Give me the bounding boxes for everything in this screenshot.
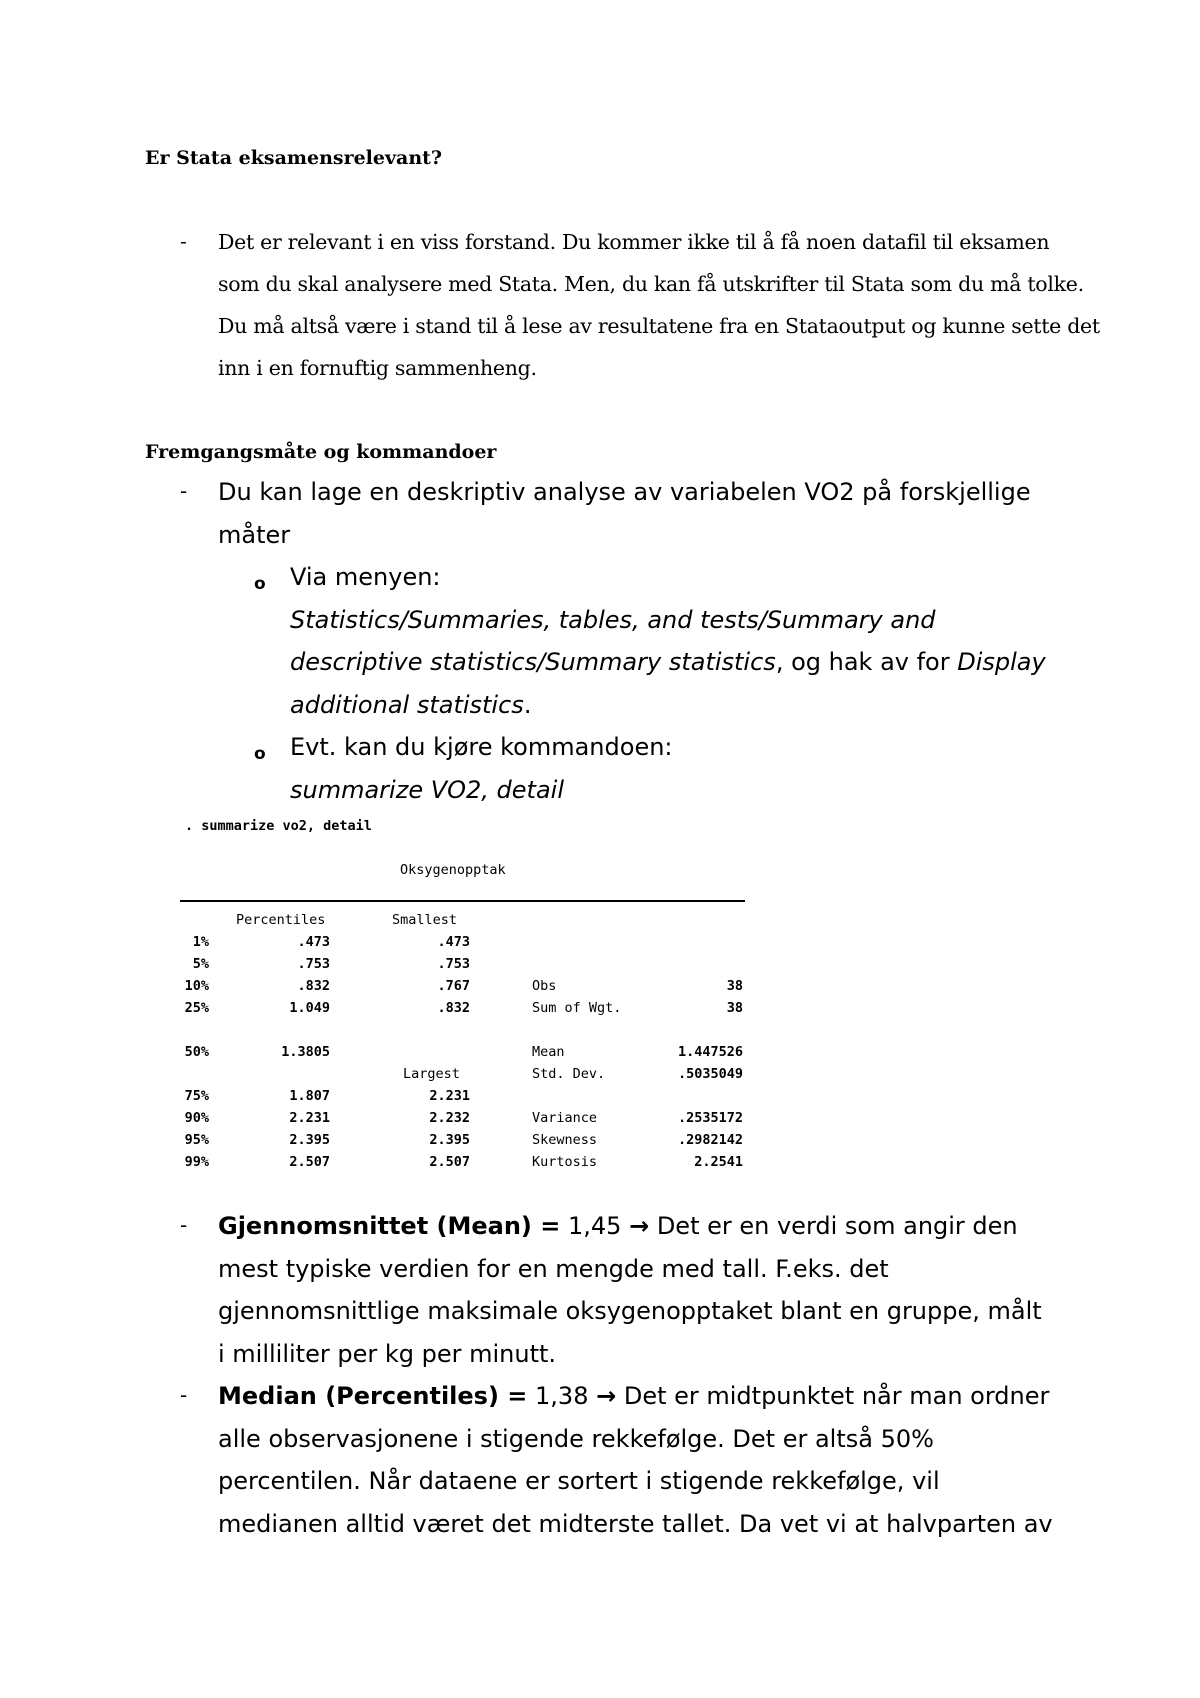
list-dash: -: [180, 479, 188, 503]
paragraph-mean: [218, 1205, 1098, 1375]
stata-percentile-value: .753: [297, 956, 330, 972]
paragraph-line: percentilen. Når dataene er sortert i stigende rekkefølge, vil: [218, 1467, 940, 1495]
stata-stat-value: 38: [726, 978, 743, 994]
stata-smallest-value: .473: [437, 934, 470, 950]
sub-item-menu: [290, 556, 1090, 726]
menu-path-rest: , og hak av for: [775, 648, 958, 676]
stata-pct-label: 1%: [192, 934, 209, 950]
menu-path-italic: descriptive statistics/Summary statistics: [290, 648, 776, 676]
paragraph-line: Det er relevant i en viss forstand. Du kommer ikke til å få noen datafil til eksamen: [218, 230, 1050, 254]
median-definition: Det er midtpunktet når man ordner: [616, 1382, 1050, 1410]
paragraph-line: måter: [218, 520, 291, 549]
paragraph-line: [218, 1205, 1098, 1248]
stata-stat-value: .2535172: [677, 1110, 743, 1126]
stata-stat-label: Sum of Wgt.: [532, 1000, 622, 1016]
stata-stat-label: Kurtosis: [532, 1154, 598, 1170]
menu-path-line: [290, 684, 1090, 727]
option-italic: Display: [957, 648, 1046, 676]
list-dash: -: [180, 1383, 188, 1407]
stata-smallest-value: .767: [437, 978, 470, 994]
stata-stat-label: Std. Dev.: [532, 1066, 606, 1082]
arrow-right-icon: →: [629, 1212, 650, 1240]
stata-smallest-value: 2.507: [429, 1154, 470, 1170]
stata-col-largest: Largest: [403, 1066, 460, 1082]
paragraph-descriptive: [218, 471, 1098, 556]
median-value: 1,38: [527, 1382, 597, 1410]
period: .: [523, 690, 532, 719]
stata-percentile-value: 1.3805: [281, 1044, 330, 1060]
command-text: summarize VO2, detail: [290, 775, 564, 804]
list-dash: -: [180, 1213, 188, 1237]
list-dash: -: [180, 229, 187, 253]
stata-smallest-value: 2.231: [429, 1088, 470, 1104]
mean-definition: Det er en verdi som angir den: [649, 1212, 1018, 1240]
sub-item-label: Evt. kan du kjøre kommandoen:: [290, 733, 673, 761]
paragraph-line: Du må altså være i stand til å lese av resultatene fra en Stataoutput og kunne sette det: [218, 314, 1100, 338]
stata-col-smallest: Smallest: [392, 912, 458, 928]
stata-stat-label: Obs: [532, 978, 557, 994]
stata-pct-label: 5%: [192, 956, 209, 972]
stata-percentile-value: 2.395: [289, 1132, 330, 1148]
median-term: Median (Percentiles) =: [218, 1382, 528, 1410]
paragraph-line: som du skal analysere med Stata. Men, du kan få utskrifter til Stata som du må tolke.: [218, 272, 1084, 296]
stata-stat-value: .5035049: [677, 1066, 743, 1082]
paragraph-line: medianen alltid været det midterste tallet. Da vet vi at halvparten av: [218, 1509, 1053, 1538]
stata-pct-label: 50%: [184, 1044, 209, 1060]
stata-smallest-value: .832: [437, 1000, 470, 1016]
heading-stata-relevance: Er Stata eksamensrelevant?: [145, 147, 443, 169]
option-italic: additional statistics: [290, 690, 524, 719]
arrow-right-icon: →: [596, 1382, 617, 1410]
paragraph-line: inn i en fornuftig sammenheng.: [218, 356, 537, 380]
mean-value: 1,45: [560, 1212, 630, 1240]
heading-procedure: Fremgangsmåte og kommandoer: [145, 441, 497, 463]
stata-pct-label: 90%: [184, 1110, 209, 1126]
sub-item-label: Via menyen:: [290, 563, 441, 591]
sub-item-command: [290, 726, 1090, 811]
stata-percentile-value: .473: [297, 934, 330, 950]
paragraph-median: [218, 1375, 1098, 1545]
paragraph-line: i milliliter per kg per minutt.: [218, 1339, 557, 1368]
paragraph-line: Du kan lage en deskriptiv analyse av variabelen VO2 på forskjellige: [218, 478, 1031, 506]
stata-stat-value: 2.2541: [694, 1154, 743, 1170]
stata-smallest-value: 2.232: [429, 1110, 470, 1126]
stata-divider: [180, 900, 745, 902]
stata-title: Oksygenopptak: [400, 862, 506, 878]
stata-stat-label: Variance: [532, 1110, 598, 1126]
stata-col-percentiles: Percentiles: [236, 912, 326, 928]
stata-pct-label: 75%: [184, 1088, 209, 1104]
stata-percentile-value: .832: [297, 978, 330, 994]
mean-term: Gjennomsnittet (Mean) =: [218, 1212, 561, 1240]
stata-percentile-value: 2.507: [289, 1154, 330, 1170]
stata-command: . summarize vo2, detail: [185, 818, 372, 834]
stata-percentile-value: 2.231: [289, 1110, 330, 1126]
stata-stat-value: 1.447526: [677, 1044, 743, 1060]
bullet-circle-icon: o: [254, 574, 266, 594]
stata-smallest-value: 2.395: [429, 1132, 470, 1148]
paragraph-line: gjennomsnittlige maksimale oksygenopptaket blant en gruppe, målt: [218, 1297, 1042, 1325]
stata-stat-value: .2982142: [677, 1132, 743, 1148]
stata-pct-label: 99%: [184, 1154, 209, 1170]
stata-percentile-value: 1.049: [289, 1000, 330, 1016]
stata-pct-label: 25%: [184, 1000, 209, 1016]
menu-path-line: Statistics/Summaries, tables, and tests/Summary and: [290, 605, 936, 634]
stata-smallest-value: .753: [437, 956, 470, 972]
stata-stat-label: Skewness: [532, 1132, 598, 1148]
bullet-circle-icon: o: [254, 744, 266, 764]
paragraph-line: alle observasjonene i stigende rekkefølge. Det er altså 50%: [218, 1424, 934, 1453]
paragraph-line: mest typiske verdien for en mengde med tall. F.eks. det: [218, 1254, 889, 1283]
paragraph-line: [218, 1375, 1098, 1418]
stata-pct-label: 95%: [184, 1132, 209, 1148]
stata-pct-label: 10%: [184, 978, 209, 994]
paragraph-relevance: [218, 221, 1100, 389]
menu-path-line: [290, 641, 1090, 684]
stata-output: [180, 818, 760, 1173]
stata-percentile-value: 1.807: [289, 1088, 330, 1104]
stata-stat-label: Mean: [532, 1044, 565, 1060]
stata-stat-value: 38: [726, 1000, 743, 1016]
